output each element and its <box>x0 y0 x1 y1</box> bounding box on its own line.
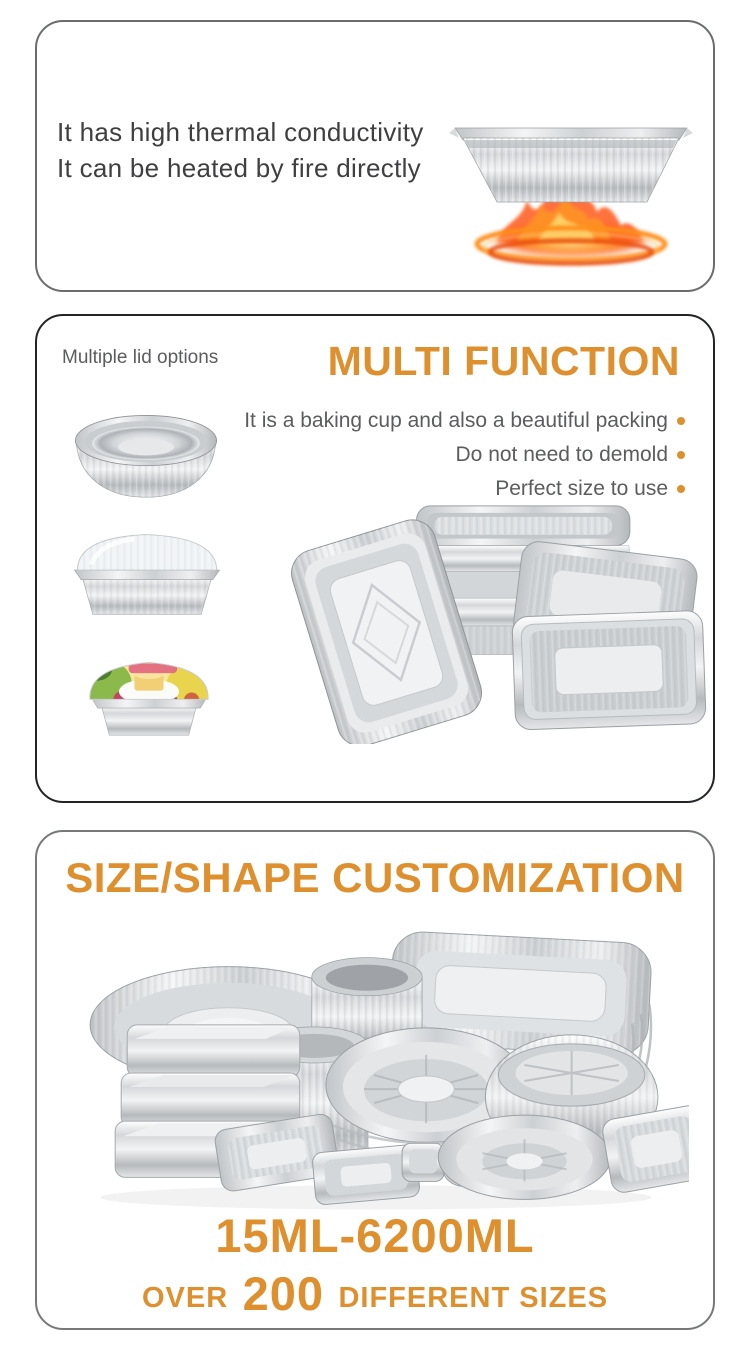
round-pie-pan <box>438 1115 611 1199</box>
different-sizes-label: DIFFERENT SIZES <box>338 1282 609 1314</box>
thermal-line-2: It can be heated by fire directly <box>57 153 421 183</box>
volume-range-text: 15ML-6200ML <box>215 1209 535 1262</box>
bullet-dot <box>677 451 685 459</box>
foil-container-printed-lid-image <box>75 648 223 740</box>
round-foil-bowl-image <box>67 398 225 510</box>
multi-function-section <box>35 314 715 803</box>
thermal-line-1: It has high thermal conductivity <box>57 117 424 147</box>
over-label: OVER <box>141 1282 229 1314</box>
sizes-count: 200 <box>242 1267 325 1320</box>
thermal-conductivity-section <box>35 20 715 292</box>
sizes-count-line <box>37 1266 713 1321</box>
assorted-foil-containers-image <box>63 924 689 1212</box>
multi-function-title: MULTI FUNCTION <box>327 338 680 384</box>
bullet-dot <box>677 485 685 493</box>
multiple-lid-options-label: Multiple lid options <box>62 347 219 368</box>
bullet-item <box>244 410 685 432</box>
bullet-text: It is a baking cup and also a beautiful packing <box>244 409 668 432</box>
foil-pan <box>449 128 693 202</box>
foil-pan-over-fire-image <box>445 102 697 280</box>
foil-container-group-image <box>267 496 715 744</box>
size-shape-title: SIZE/SHAPE CUSTOMIZATION <box>65 854 685 901</box>
size-customization-section <box>35 830 715 1330</box>
thermal-text-block <box>57 114 487 186</box>
bullet-item <box>244 444 685 466</box>
bullet-text: Do not need to demold <box>455 443 668 466</box>
foil-container-clear-lid-image <box>63 522 231 623</box>
bullet-dot <box>677 417 685 425</box>
bullet-text: Perfect size to use <box>495 477 668 500</box>
front-square-pan <box>512 610 706 730</box>
